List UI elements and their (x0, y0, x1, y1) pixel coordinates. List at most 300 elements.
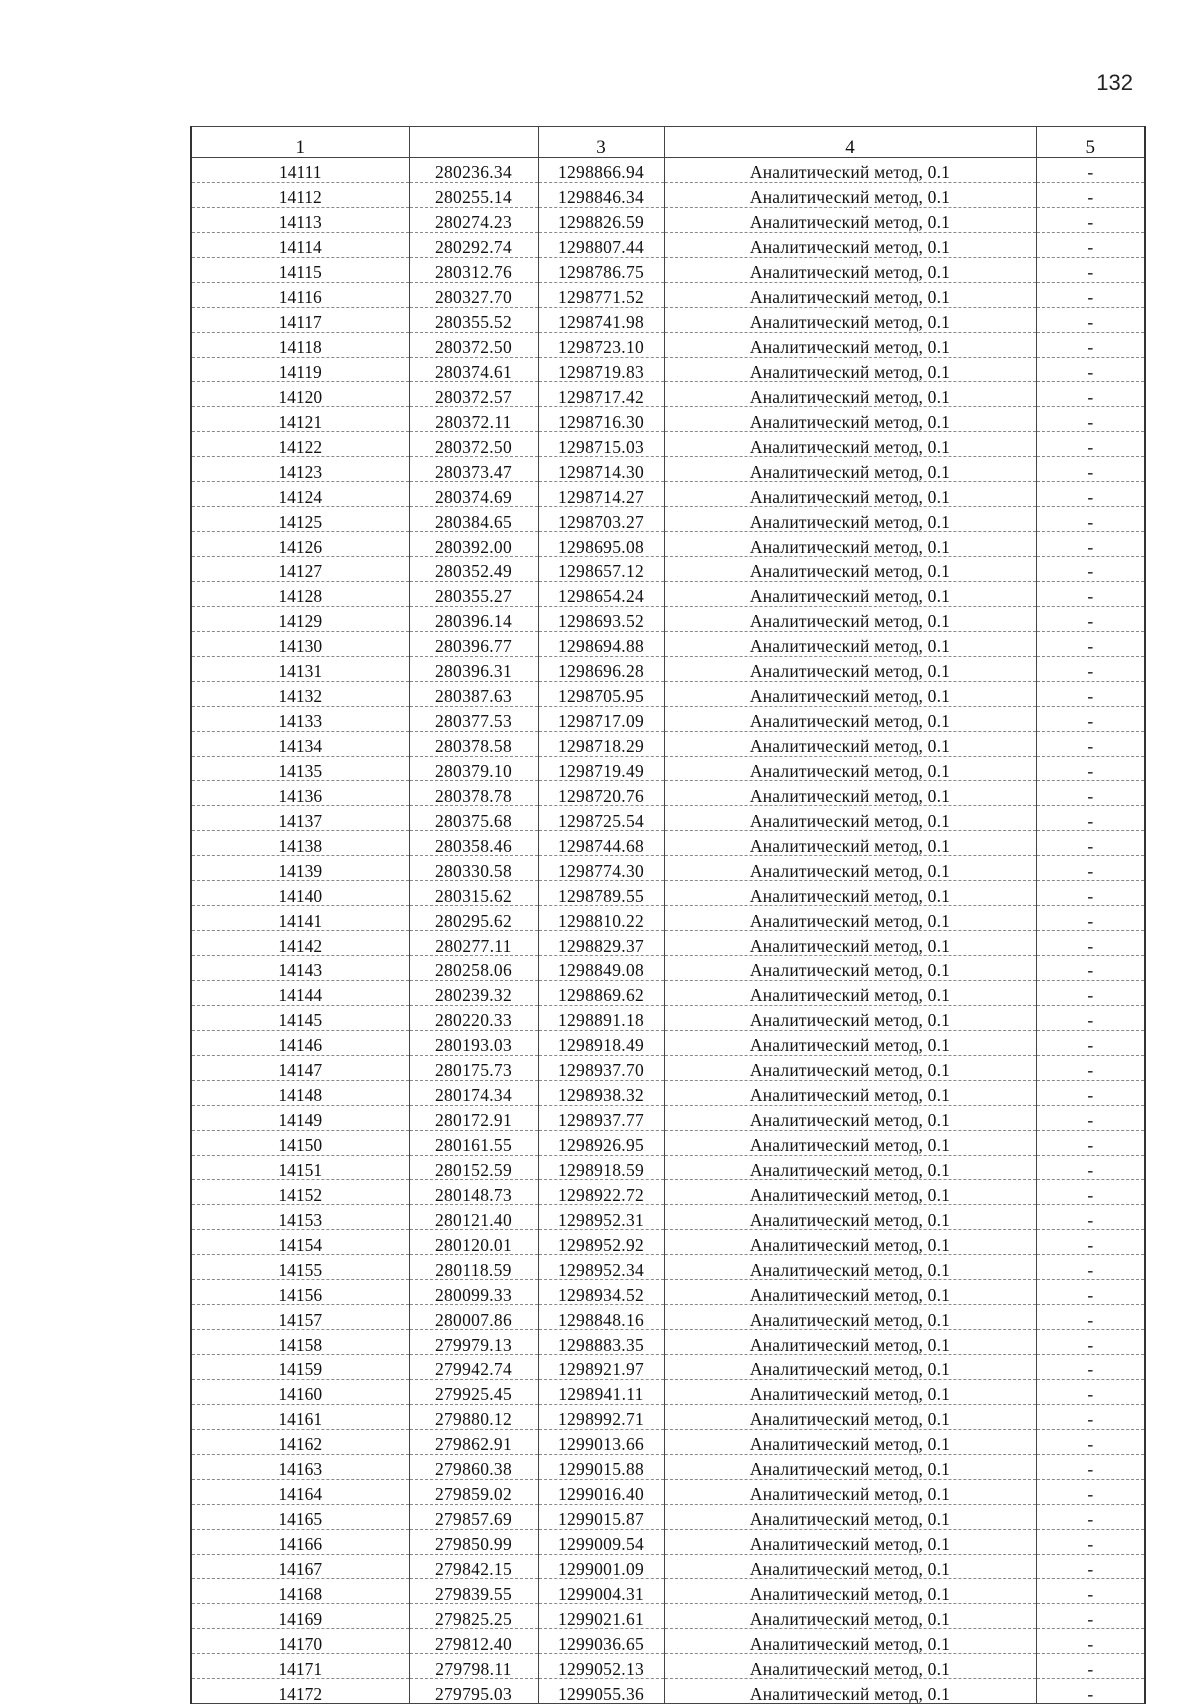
y-coordinate-cell: 1298714.27 (538, 482, 664, 507)
point-number-cell: 14132 (191, 681, 409, 706)
description-cell: - (1036, 1155, 1145, 1180)
description-cell: - (1036, 931, 1145, 956)
y-coordinate-cell: 1298744.68 (538, 831, 664, 856)
method-cell: Аналитический метод, 0.1 (664, 1554, 1036, 1579)
y-coordinate-cell: 1299036.65 (538, 1629, 664, 1654)
x-coordinate-cell: 280358.46 (409, 831, 538, 856)
table-row (191, 1629, 1145, 1654)
y-coordinate-cell: 1298934.52 (538, 1280, 664, 1305)
method-cell: Аналитический метод, 0.1 (664, 781, 1036, 806)
header-col-5: 5 (1036, 127, 1145, 158)
table-row (191, 881, 1145, 906)
y-coordinate-cell: 1298694.88 (538, 631, 664, 656)
method-cell: Аналитический метод, 0.1 (664, 681, 1036, 706)
table-row (191, 532, 1145, 557)
x-coordinate-cell: 280372.50 (409, 332, 538, 357)
y-coordinate-cell: 1299016.40 (538, 1479, 664, 1504)
x-coordinate-cell: 280373.47 (409, 457, 538, 482)
description-cell: - (1036, 706, 1145, 731)
y-coordinate-cell: 1298693.52 (538, 606, 664, 631)
x-coordinate-cell: 280118.59 (409, 1255, 538, 1280)
table-row (191, 1255, 1145, 1280)
y-coordinate-cell: 1299015.87 (538, 1504, 664, 1529)
method-cell: Аналитический метод, 0.1 (664, 756, 1036, 781)
x-coordinate-cell: 280387.63 (409, 681, 538, 706)
description-cell: - (1036, 1230, 1145, 1255)
table-row (191, 681, 1145, 706)
point-number-cell: 14131 (191, 656, 409, 681)
point-number-cell: 14145 (191, 1005, 409, 1030)
description-cell: - (1036, 507, 1145, 532)
method-cell: Аналитический метод, 0.1 (664, 1330, 1036, 1355)
method-cell: Аналитический метод, 0.1 (664, 1280, 1036, 1305)
y-coordinate-cell: 1298891.18 (538, 1005, 664, 1030)
y-coordinate-cell: 1298849.08 (538, 956, 664, 981)
table-row (191, 631, 1145, 656)
point-number-cell: 14139 (191, 856, 409, 881)
y-coordinate-cell: 1298869.62 (538, 980, 664, 1005)
coordinates-sheet (190, 126, 1144, 1704)
y-coordinate-cell: 1298717.09 (538, 706, 664, 731)
point-number-cell: 14123 (191, 457, 409, 482)
table-row (191, 182, 1145, 207)
method-cell: Аналитический метод, 0.1 (664, 1429, 1036, 1454)
description-cell: - (1036, 457, 1145, 482)
description-cell: - (1036, 781, 1145, 806)
point-number-cell: 14114 (191, 232, 409, 257)
table-row (191, 1080, 1145, 1105)
x-coordinate-cell: 279925.45 (409, 1379, 538, 1404)
method-cell: Аналитический метод, 0.1 (664, 332, 1036, 357)
x-coordinate-cell: 280174.34 (409, 1080, 538, 1105)
y-coordinate-cell: 1298926.95 (538, 1130, 664, 1155)
y-coordinate-cell: 1298829.37 (538, 931, 664, 956)
y-coordinate-cell: 1298705.95 (538, 681, 664, 706)
y-coordinate-cell: 1298719.83 (538, 357, 664, 382)
table-row (191, 1305, 1145, 1330)
method-cell: Аналитический метод, 0.1 (664, 1205, 1036, 1230)
y-coordinate-cell: 1298717.42 (538, 382, 664, 407)
x-coordinate-cell: 280392.00 (409, 532, 538, 557)
x-coordinate-cell: 280236.34 (409, 158, 538, 183)
method-cell: Аналитический метод, 0.1 (664, 1479, 1036, 1504)
description-cell: - (1036, 1255, 1145, 1280)
method-cell: Аналитический метод, 0.1 (664, 1305, 1036, 1330)
description-cell: - (1036, 1529, 1145, 1554)
point-number-cell: 14149 (191, 1105, 409, 1130)
point-number-cell: 14165 (191, 1504, 409, 1529)
table-row (191, 407, 1145, 432)
point-number-cell: 14126 (191, 532, 409, 557)
table-row (191, 1055, 1145, 1080)
table-row (191, 432, 1145, 457)
y-coordinate-cell: 1298941.11 (538, 1379, 664, 1404)
y-coordinate-cell: 1298918.49 (538, 1030, 664, 1055)
table-row (191, 1529, 1145, 1554)
y-coordinate-cell: 1298720.76 (538, 781, 664, 806)
description-cell: - (1036, 856, 1145, 881)
point-number-cell: 14156 (191, 1280, 409, 1305)
table-row (191, 1404, 1145, 1429)
table-row (191, 1654, 1145, 1679)
method-cell: Аналитический метод, 0.1 (664, 606, 1036, 631)
method-cell: Аналитический метод, 0.1 (664, 1230, 1036, 1255)
table-row (191, 1479, 1145, 1504)
header-col-4: 4 (664, 127, 1036, 158)
method-cell: Аналитический метод, 0.1 (664, 1155, 1036, 1180)
y-coordinate-cell: 1298723.10 (538, 332, 664, 357)
point-number-cell: 14146 (191, 1030, 409, 1055)
method-cell: Аналитический метод, 0.1 (664, 357, 1036, 382)
y-coordinate-cell: 1298719.49 (538, 756, 664, 781)
point-number-cell: 14150 (191, 1130, 409, 1155)
point-number-cell: 14157 (191, 1305, 409, 1330)
point-number-cell: 14136 (191, 781, 409, 806)
point-number-cell: 14137 (191, 806, 409, 831)
y-coordinate-cell: 1299052.13 (538, 1654, 664, 1679)
x-coordinate-cell: 280378.58 (409, 731, 538, 756)
y-coordinate-cell: 1298789.55 (538, 881, 664, 906)
method-cell: Аналитический метод, 0.1 (664, 1005, 1036, 1030)
x-coordinate-cell: 280295.62 (409, 906, 538, 931)
y-coordinate-cell: 1298774.30 (538, 856, 664, 881)
description-cell: - (1036, 407, 1145, 432)
x-coordinate-cell: 280152.59 (409, 1155, 538, 1180)
y-coordinate-cell: 1299055.36 (538, 1679, 664, 1704)
table-row (191, 1180, 1145, 1205)
method-cell: Аналитический метод, 0.1 (664, 931, 1036, 956)
description-cell: - (1036, 1030, 1145, 1055)
description-cell: - (1036, 606, 1145, 631)
point-number-cell: 14120 (191, 382, 409, 407)
point-number-cell: 14111 (191, 158, 409, 183)
table-row (191, 257, 1145, 282)
method-cell: Аналитический метод, 0.1 (664, 1080, 1036, 1105)
x-coordinate-cell: 280258.06 (409, 956, 538, 981)
table-row (191, 282, 1145, 307)
x-coordinate-cell: 280377.53 (409, 706, 538, 731)
point-number-cell: 14159 (191, 1355, 409, 1380)
x-coordinate-cell: 279880.12 (409, 1404, 538, 1429)
x-coordinate-cell: 279795.03 (409, 1679, 538, 1704)
header-col-3: 3 (538, 127, 664, 158)
method-cell: Аналитический метод, 0.1 (664, 1654, 1036, 1679)
point-number-cell: 14168 (191, 1579, 409, 1604)
point-number-cell: 14121 (191, 407, 409, 432)
method-cell: Аналитический метод, 0.1 (664, 1379, 1036, 1404)
description-cell: - (1036, 482, 1145, 507)
point-number-cell: 14142 (191, 931, 409, 956)
y-coordinate-cell: 1299021.61 (538, 1604, 664, 1629)
method-cell: Аналитический метод, 0.1 (664, 432, 1036, 457)
method-cell: Аналитический метод, 0.1 (664, 1629, 1036, 1654)
point-number-cell: 14161 (191, 1404, 409, 1429)
point-number-cell: 14127 (191, 557, 409, 582)
method-cell: Аналитический метод, 0.1 (664, 980, 1036, 1005)
x-coordinate-cell: 279839.55 (409, 1579, 538, 1604)
x-coordinate-cell: 280255.14 (409, 182, 538, 207)
table-row (191, 1230, 1145, 1255)
y-coordinate-cell: 1299015.88 (538, 1454, 664, 1479)
x-coordinate-cell: 280277.11 (409, 931, 538, 956)
point-number-cell: 14171 (191, 1654, 409, 1679)
x-coordinate-cell: 280120.01 (409, 1230, 538, 1255)
x-coordinate-cell: 280396.31 (409, 656, 538, 681)
y-coordinate-cell: 1298657.12 (538, 557, 664, 582)
x-coordinate-cell: 280007.86 (409, 1305, 538, 1330)
description-cell: - (1036, 257, 1145, 282)
description-cell: - (1036, 1679, 1145, 1704)
y-coordinate-cell: 1298807.44 (538, 232, 664, 257)
x-coordinate-cell: 280372.11 (409, 407, 538, 432)
description-cell: - (1036, 956, 1145, 981)
description-cell: - (1036, 1579, 1145, 1604)
description-cell: - (1036, 756, 1145, 781)
x-coordinate-cell: 280220.33 (409, 1005, 538, 1030)
x-coordinate-cell: 279862.91 (409, 1429, 538, 1454)
point-number-cell: 14158 (191, 1330, 409, 1355)
table-row (191, 706, 1145, 731)
point-number-cell: 14138 (191, 831, 409, 856)
y-coordinate-cell: 1298952.92 (538, 1230, 664, 1255)
method-cell: Аналитический метод, 0.1 (664, 1404, 1036, 1429)
description-cell: - (1036, 1205, 1145, 1230)
table-row (191, 1030, 1145, 1055)
method-cell: Аналитический метод, 0.1 (664, 182, 1036, 207)
table-row (191, 931, 1145, 956)
y-coordinate-cell: 1298696.28 (538, 656, 664, 681)
x-coordinate-cell: 280372.57 (409, 382, 538, 407)
coordinates-table (190, 126, 1146, 1704)
table-row (191, 831, 1145, 856)
table-row (191, 307, 1145, 332)
description-cell: - (1036, 1130, 1145, 1155)
table-row (191, 856, 1145, 881)
point-number-cell: 14116 (191, 282, 409, 307)
point-number-cell: 14130 (191, 631, 409, 656)
x-coordinate-cell: 279979.13 (409, 1330, 538, 1355)
table-row (191, 557, 1145, 582)
description-cell: - (1036, 1330, 1145, 1355)
point-number-cell: 14115 (191, 257, 409, 282)
x-coordinate-cell: 279942.74 (409, 1355, 538, 1380)
point-number-cell: 14134 (191, 731, 409, 756)
table-row (191, 1429, 1145, 1454)
description-cell: - (1036, 806, 1145, 831)
method-cell: Аналитический метод, 0.1 (664, 307, 1036, 332)
y-coordinate-cell: 1298695.08 (538, 532, 664, 557)
method-cell: Аналитический метод, 0.1 (664, 1105, 1036, 1130)
point-number-cell: 14128 (191, 581, 409, 606)
description-cell: - (1036, 656, 1145, 681)
x-coordinate-cell: 280099.33 (409, 1280, 538, 1305)
method-cell: Аналитический метод, 0.1 (664, 207, 1036, 232)
y-coordinate-cell: 1298866.94 (538, 158, 664, 183)
table-row (191, 756, 1145, 781)
description-cell: - (1036, 182, 1145, 207)
y-coordinate-cell: 1298921.97 (538, 1355, 664, 1380)
y-coordinate-cell: 1298846.34 (538, 182, 664, 207)
x-coordinate-cell: 280175.73 (409, 1055, 538, 1080)
description-cell: - (1036, 532, 1145, 557)
point-number-cell: 14112 (191, 182, 409, 207)
table-row (191, 1280, 1145, 1305)
table-row (191, 207, 1145, 232)
y-coordinate-cell: 1298952.34 (538, 1255, 664, 1280)
method-cell: Аналитический метод, 0.1 (664, 232, 1036, 257)
table-body (191, 158, 1145, 1704)
method-cell: Аналитический метод, 0.1 (664, 407, 1036, 432)
method-cell: Аналитический метод, 0.1 (664, 1030, 1036, 1055)
y-coordinate-cell: 1298938.32 (538, 1080, 664, 1105)
description-cell: - (1036, 1080, 1145, 1105)
description-cell: - (1036, 158, 1145, 183)
table-row (191, 1355, 1145, 1380)
table-row (191, 1130, 1145, 1155)
y-coordinate-cell: 1298716.30 (538, 407, 664, 432)
table-header-row (191, 127, 1145, 158)
method-cell: Аналитический метод, 0.1 (664, 1180, 1036, 1205)
point-number-cell: 14124 (191, 482, 409, 507)
description-cell: - (1036, 1105, 1145, 1130)
description-cell: - (1036, 232, 1145, 257)
method-cell: Аналитический метод, 0.1 (664, 557, 1036, 582)
description-cell: - (1036, 1404, 1145, 1429)
y-coordinate-cell: 1298937.70 (538, 1055, 664, 1080)
method-cell: Аналитический метод, 0.1 (664, 507, 1036, 532)
method-cell: Аналитический метод, 0.1 (664, 906, 1036, 931)
point-number-cell: 14172 (191, 1679, 409, 1704)
description-cell: - (1036, 1654, 1145, 1679)
x-coordinate-cell: 279798.11 (409, 1654, 538, 1679)
description-cell: - (1036, 581, 1145, 606)
description-cell: - (1036, 831, 1145, 856)
point-number-cell: 14144 (191, 980, 409, 1005)
y-coordinate-cell: 1298715.03 (538, 432, 664, 457)
table-row (191, 606, 1145, 631)
y-coordinate-cell: 1298952.31 (538, 1205, 664, 1230)
description-cell: - (1036, 207, 1145, 232)
description-cell: - (1036, 906, 1145, 931)
table-row (191, 332, 1145, 357)
x-coordinate-cell: 280378.78 (409, 781, 538, 806)
description-cell: - (1036, 731, 1145, 756)
table-row (191, 457, 1145, 482)
x-coordinate-cell: 280239.32 (409, 980, 538, 1005)
point-number-cell: 14140 (191, 881, 409, 906)
x-coordinate-cell: 280315.62 (409, 881, 538, 906)
table-row (191, 1454, 1145, 1479)
y-coordinate-cell: 1299004.31 (538, 1579, 664, 1604)
x-coordinate-cell: 280379.10 (409, 756, 538, 781)
point-number-cell: 14135 (191, 756, 409, 781)
method-cell: Аналитический метод, 0.1 (664, 656, 1036, 681)
method-cell: Аналитический метод, 0.1 (664, 831, 1036, 856)
y-coordinate-cell: 1298725.54 (538, 806, 664, 831)
method-cell: Аналитический метод, 0.1 (664, 731, 1036, 756)
method-cell: Аналитический метод, 0.1 (664, 1255, 1036, 1280)
point-number-cell: 14154 (191, 1230, 409, 1255)
description-cell: - (1036, 382, 1145, 407)
y-coordinate-cell: 1298937.77 (538, 1105, 664, 1130)
method-cell: Аналитический метод, 0.1 (664, 1130, 1036, 1155)
x-coordinate-cell: 280330.58 (409, 856, 538, 881)
method-cell: Аналитический метод, 0.1 (664, 1454, 1036, 1479)
point-number-cell: 14160 (191, 1379, 409, 1404)
x-coordinate-cell: 279850.99 (409, 1529, 538, 1554)
x-coordinate-cell: 280396.14 (409, 606, 538, 631)
point-number-cell: 14153 (191, 1205, 409, 1230)
y-coordinate-cell: 1299001.09 (538, 1554, 664, 1579)
point-number-cell: 14169 (191, 1604, 409, 1629)
point-number-cell: 14117 (191, 307, 409, 332)
table-row (191, 1330, 1145, 1355)
point-number-cell: 14164 (191, 1479, 409, 1504)
description-cell: - (1036, 881, 1145, 906)
table-row (191, 382, 1145, 407)
description-cell: - (1036, 631, 1145, 656)
method-cell: Аналитический метод, 0.1 (664, 158, 1036, 183)
table-row (191, 731, 1145, 756)
description-cell: - (1036, 980, 1145, 1005)
y-coordinate-cell: 1299013.66 (538, 1429, 664, 1454)
point-number-cell: 14143 (191, 956, 409, 981)
method-cell: Аналитический метод, 0.1 (664, 806, 1036, 831)
method-cell: Аналитический метод, 0.1 (664, 706, 1036, 731)
table-row (191, 581, 1145, 606)
point-number-cell: 14155 (191, 1255, 409, 1280)
point-number-cell: 14163 (191, 1454, 409, 1479)
point-number-cell: 14152 (191, 1180, 409, 1205)
method-cell: Аналитический метод, 0.1 (664, 532, 1036, 557)
x-coordinate-cell: 280374.69 (409, 482, 538, 507)
table-row (191, 357, 1145, 382)
x-coordinate-cell: 279859.02 (409, 1479, 538, 1504)
method-cell: Аналитический метод, 0.1 (664, 1055, 1036, 1080)
description-cell: - (1036, 1629, 1145, 1654)
x-coordinate-cell: 280172.91 (409, 1105, 538, 1130)
table-row (191, 1205, 1145, 1230)
x-coordinate-cell: 280148.73 (409, 1180, 538, 1205)
point-number-cell: 14148 (191, 1080, 409, 1105)
table-row (191, 482, 1145, 507)
method-cell: Аналитический метод, 0.1 (664, 1355, 1036, 1380)
x-coordinate-cell: 279842.15 (409, 1554, 538, 1579)
description-cell: - (1036, 1180, 1145, 1205)
description-cell: - (1036, 1005, 1145, 1030)
table-row (191, 1155, 1145, 1180)
x-coordinate-cell: 280375.68 (409, 806, 538, 831)
x-coordinate-cell: 279812.40 (409, 1629, 538, 1654)
description-cell: - (1036, 1355, 1145, 1380)
method-cell: Аналитический метод, 0.1 (664, 856, 1036, 881)
method-cell: Аналитический метод, 0.1 (664, 1604, 1036, 1629)
point-number-cell: 14167 (191, 1554, 409, 1579)
method-cell: Аналитический метод, 0.1 (664, 1579, 1036, 1604)
y-coordinate-cell: 1298810.22 (538, 906, 664, 931)
x-coordinate-cell: 280274.23 (409, 207, 538, 232)
method-cell: Аналитический метод, 0.1 (664, 956, 1036, 981)
x-coordinate-cell: 280374.61 (409, 357, 538, 382)
x-coordinate-cell: 280352.49 (409, 557, 538, 582)
y-coordinate-cell: 1298654.24 (538, 581, 664, 606)
description-cell: - (1036, 332, 1145, 357)
point-number-cell: 14147 (191, 1055, 409, 1080)
point-number-cell: 14133 (191, 706, 409, 731)
y-coordinate-cell: 1298714.30 (538, 457, 664, 482)
description-cell: - (1036, 1429, 1145, 1454)
x-coordinate-cell: 280396.77 (409, 631, 538, 656)
